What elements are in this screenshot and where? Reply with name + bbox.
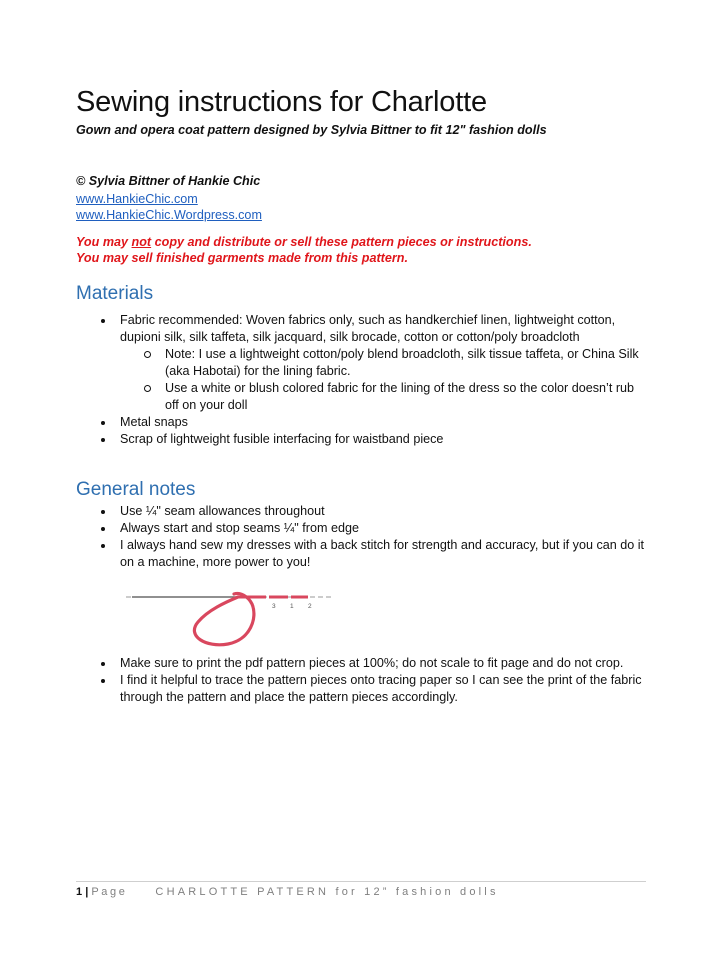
copyright-notice: © Sylvia Bittner of Hankie Chic	[76, 174, 261, 188]
sub-list-item: Use a white or blush colored fabric for the lining of the dress so the color doesn’t rub off on your doll	[120, 380, 646, 414]
sub-list	[120, 346, 646, 414]
wordpress-link[interactable]: www.HankieChic.Wordpress.com	[76, 208, 262, 222]
list-item	[76, 312, 646, 414]
warning-sell: You may sell finished garments made from this pattern.	[76, 251, 408, 265]
list-item: Make sure to print the pdf pattern pieces at 100%; do not scale to fit page and do not crop.	[76, 655, 646, 672]
list-item: I find it helpful to trace the pattern pieces onto tracing paper so I can see the print of the fabric through the pattern and place the pattern pieces accordingly.	[76, 672, 646, 706]
notes-list-continued	[76, 655, 646, 706]
stitch-label: 2	[308, 603, 312, 610]
warning-copy	[76, 235, 532, 249]
list-item: Use ¼" seam allowances throughout	[76, 503, 646, 520]
footer-separator: |	[85, 886, 89, 898]
notes-list	[76, 503, 646, 571]
warning-emphasis: not	[131, 235, 152, 249]
page-title: Sewing instructions for Charlotte	[76, 86, 487, 118]
materials-heading: Materials	[76, 283, 154, 304]
page-footer	[76, 886, 499, 898]
page-subtitle: Gown and opera coat pattern designed by Sylvia Bittner to fit 12" fashion dolls	[76, 123, 547, 137]
sub-list-item: Note: I use a lightweight cotton/poly blend broadcloth, silk tissue taffeta, or China Silk (aka Habotai) for the lining fabric.	[120, 346, 646, 380]
list-item: Always start and stop seams ¼" from edge	[76, 520, 646, 537]
list-item: Scrap of lightweight fusible interfacing for waistband piece	[76, 431, 646, 448]
list-item: I always hand sew my dresses with a back stitch for strength and accuracy, but if you can do it on a machine, more power to you!	[76, 537, 646, 571]
footer-divider	[76, 881, 646, 882]
warning-text: copy and distribute or sell these pattern pieces or instructions.	[151, 235, 532, 249]
back-stitch-illustration	[126, 578, 336, 650]
website-link[interactable]: www.HankieChic.com	[76, 192, 198, 206]
thread-loop-icon	[194, 593, 254, 644]
footer-title: CHARLOTTE PATTERN for 12” fashion dolls	[155, 886, 499, 898]
page-label: Page	[91, 886, 128, 898]
stitch-label: 1	[290, 603, 294, 610]
page-number: 1	[76, 886, 83, 898]
list-item-text: Fabric recommended: Woven fabrics only, such as handkerchief linen, lightweight cotton, dupioni silk, silk taffeta, silk jacquard, silk brocade, cotton or cotton/poly broadcloth	[120, 313, 616, 344]
general-notes-heading: General notes	[76, 479, 196, 500]
materials-list	[76, 312, 646, 448]
stitch-label: 3	[272, 603, 276, 610]
list-item: Metal snaps	[76, 414, 646, 431]
warning-text: You may	[76, 235, 132, 249]
